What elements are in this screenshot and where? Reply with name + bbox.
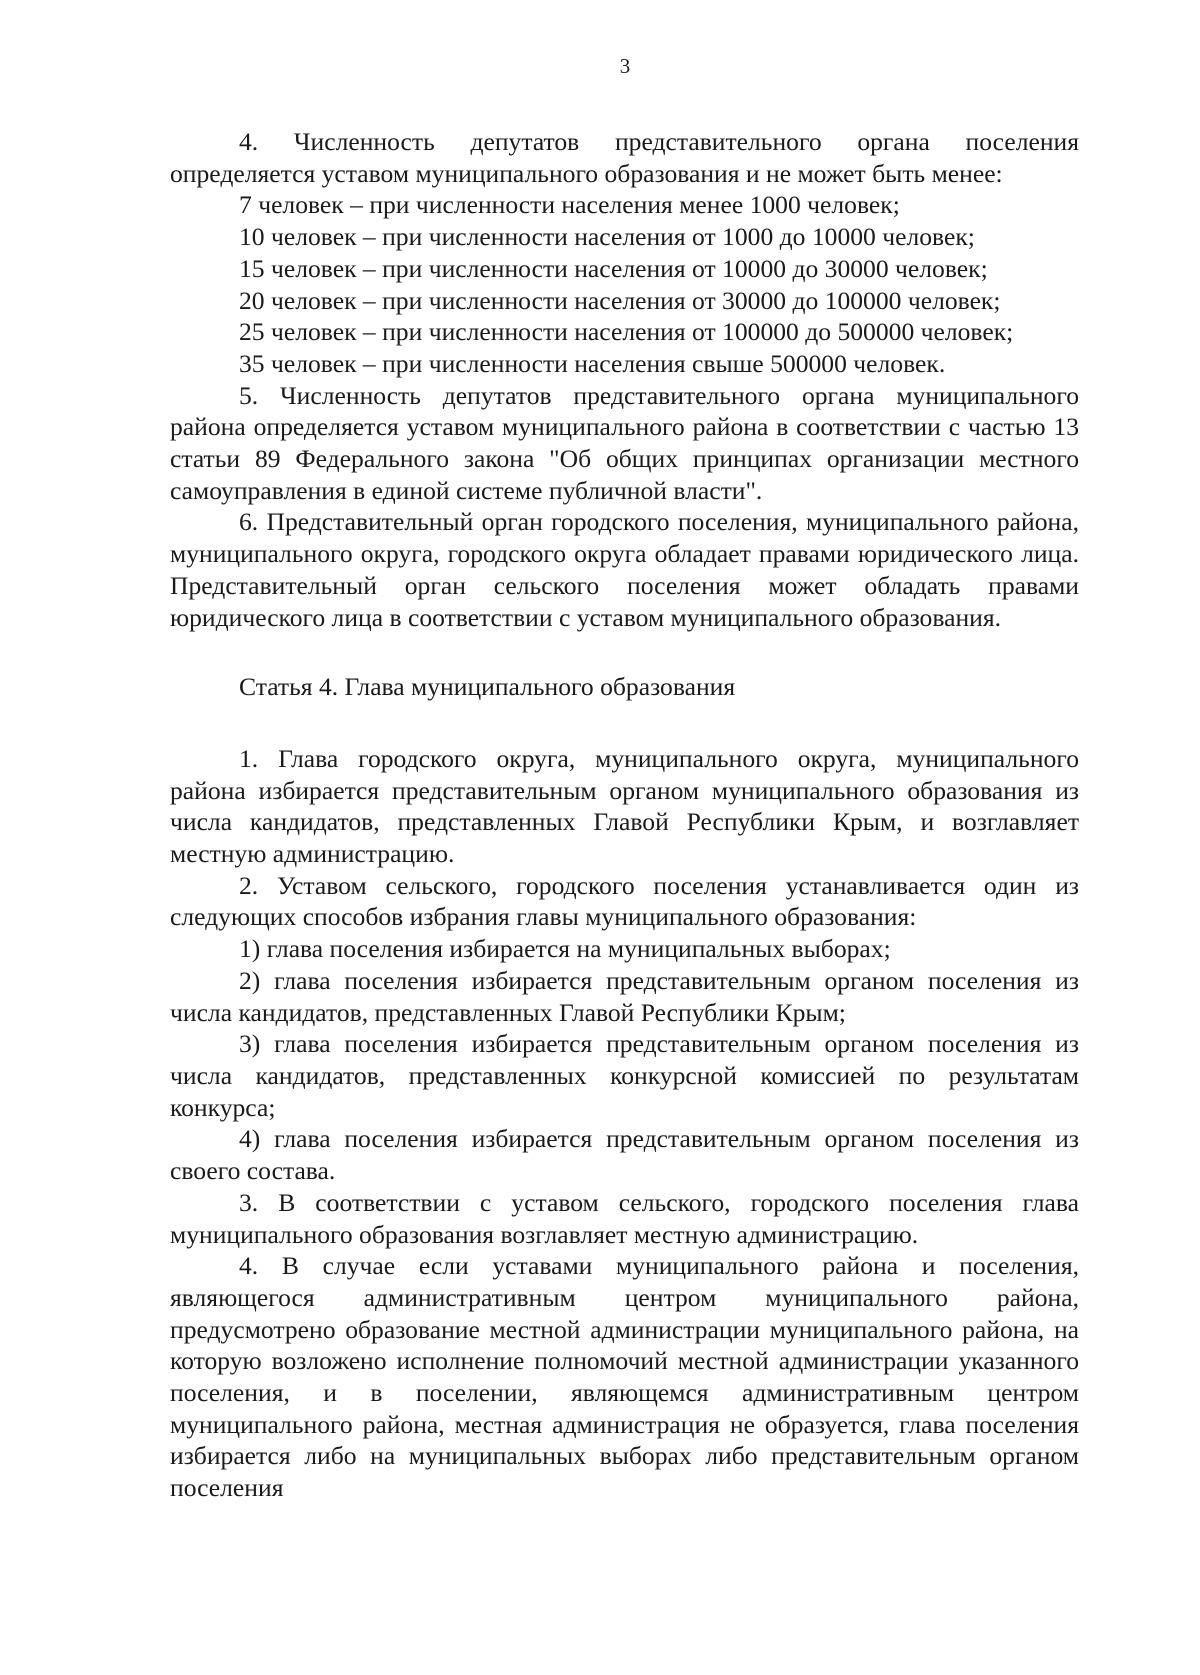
paragraph-head-administration: 3. В соответствии с уставом сельского, городского поселения глава муниципального образования возглавляет местную администрацию. [170, 1187, 1079, 1249]
list-item: 10 человек – при численности населения от 1000 до 10000 человек; [239, 222, 975, 252]
list-item: 25 человек – при численности населения от 100000 до 500000 человек; [239, 317, 1014, 347]
list-item: 7 человек – при численности населения менее 1000 человек; [239, 190, 900, 220]
paragraph-administrative-center: 4. В случае если уставами муниципального района и поселения, являющегося административным центром муниципального района, предусмотрено образование местной администрации муниципального района, на которую возложено исполнение полномочий местной администрации указанного поселения, и в поселении, являющемся административным центром муниципального района, местная администрация не образуется, глава поселения избирается либо на муниципальных выборах либо представительным органом поселения [170, 1251, 1079, 1503]
list-item: 20 человек – при численности населения от 30000 до 100000 человек; [239, 285, 1001, 315]
page-number: 3 [619, 54, 631, 78]
list-item: 15 человек – при численности населения от 10000 до 30000 человек; [239, 253, 988, 283]
document-body [170, 126, 1079, 1504]
paragraph-legal-entity: 6. Представительный орган городского поселения, муниципального района, муниципального округа, городского округа обладает правами юридического лица. Представительный орган сельского поселения может обладать правами юридического лица в соответствии с уставом муниципального образования. [170, 507, 1079, 632]
paragraph-district-deputies: 5. Численность депутатов представительного органа муниципального района определяется уставом муниципального района в соответствии с частью 13 статьи 89 Федерального закона "Об общих принципах организации местного самоуправления в единой системе публичной власти". [170, 380, 1079, 505]
list-item: 1) глава поселения избирается на муниципальных выборах; [239, 934, 891, 964]
list-item: 2) глава поселения избирается представительным органом поселения из числа кандидатов, представленных Главой Республики Крым; [170, 965, 1079, 1027]
list-item: 3) глава поселения избирается представительным органом поселения из числа кандидатов, представленных конкурсной комиссией по результатам конкурса; [170, 1029, 1079, 1122]
paragraph-head-election: 1. Глава городского округа, муниципального округа, муниципального района избирается представительным органом муниципального образования из числа кандидатов, представленных Главой Республики Крым, и возглавляет местную администрацию. [170, 743, 1079, 869]
list-item: 35 человек – при численности населения свыше 500000 человек. [239, 348, 946, 378]
list-item: 4) глава поселения избирается представительным органом поселения из своего состава. [170, 1124, 1079, 1186]
paragraph-deputies-count: 4. Численность депутатов представительного органа поселения определяется уставом муниципального образования и не может быть менее: [170, 127, 1079, 188]
spacer [170, 703, 1079, 743]
paragraph-election-methods: 2. Уставом сельского, городского поселения устанавливается один из следующих способов избрания главы муниципального образования: [170, 870, 1079, 932]
spacer [170, 633, 1079, 671]
article-heading: Статья 4. Глава муниципального образования [239, 672, 736, 702]
